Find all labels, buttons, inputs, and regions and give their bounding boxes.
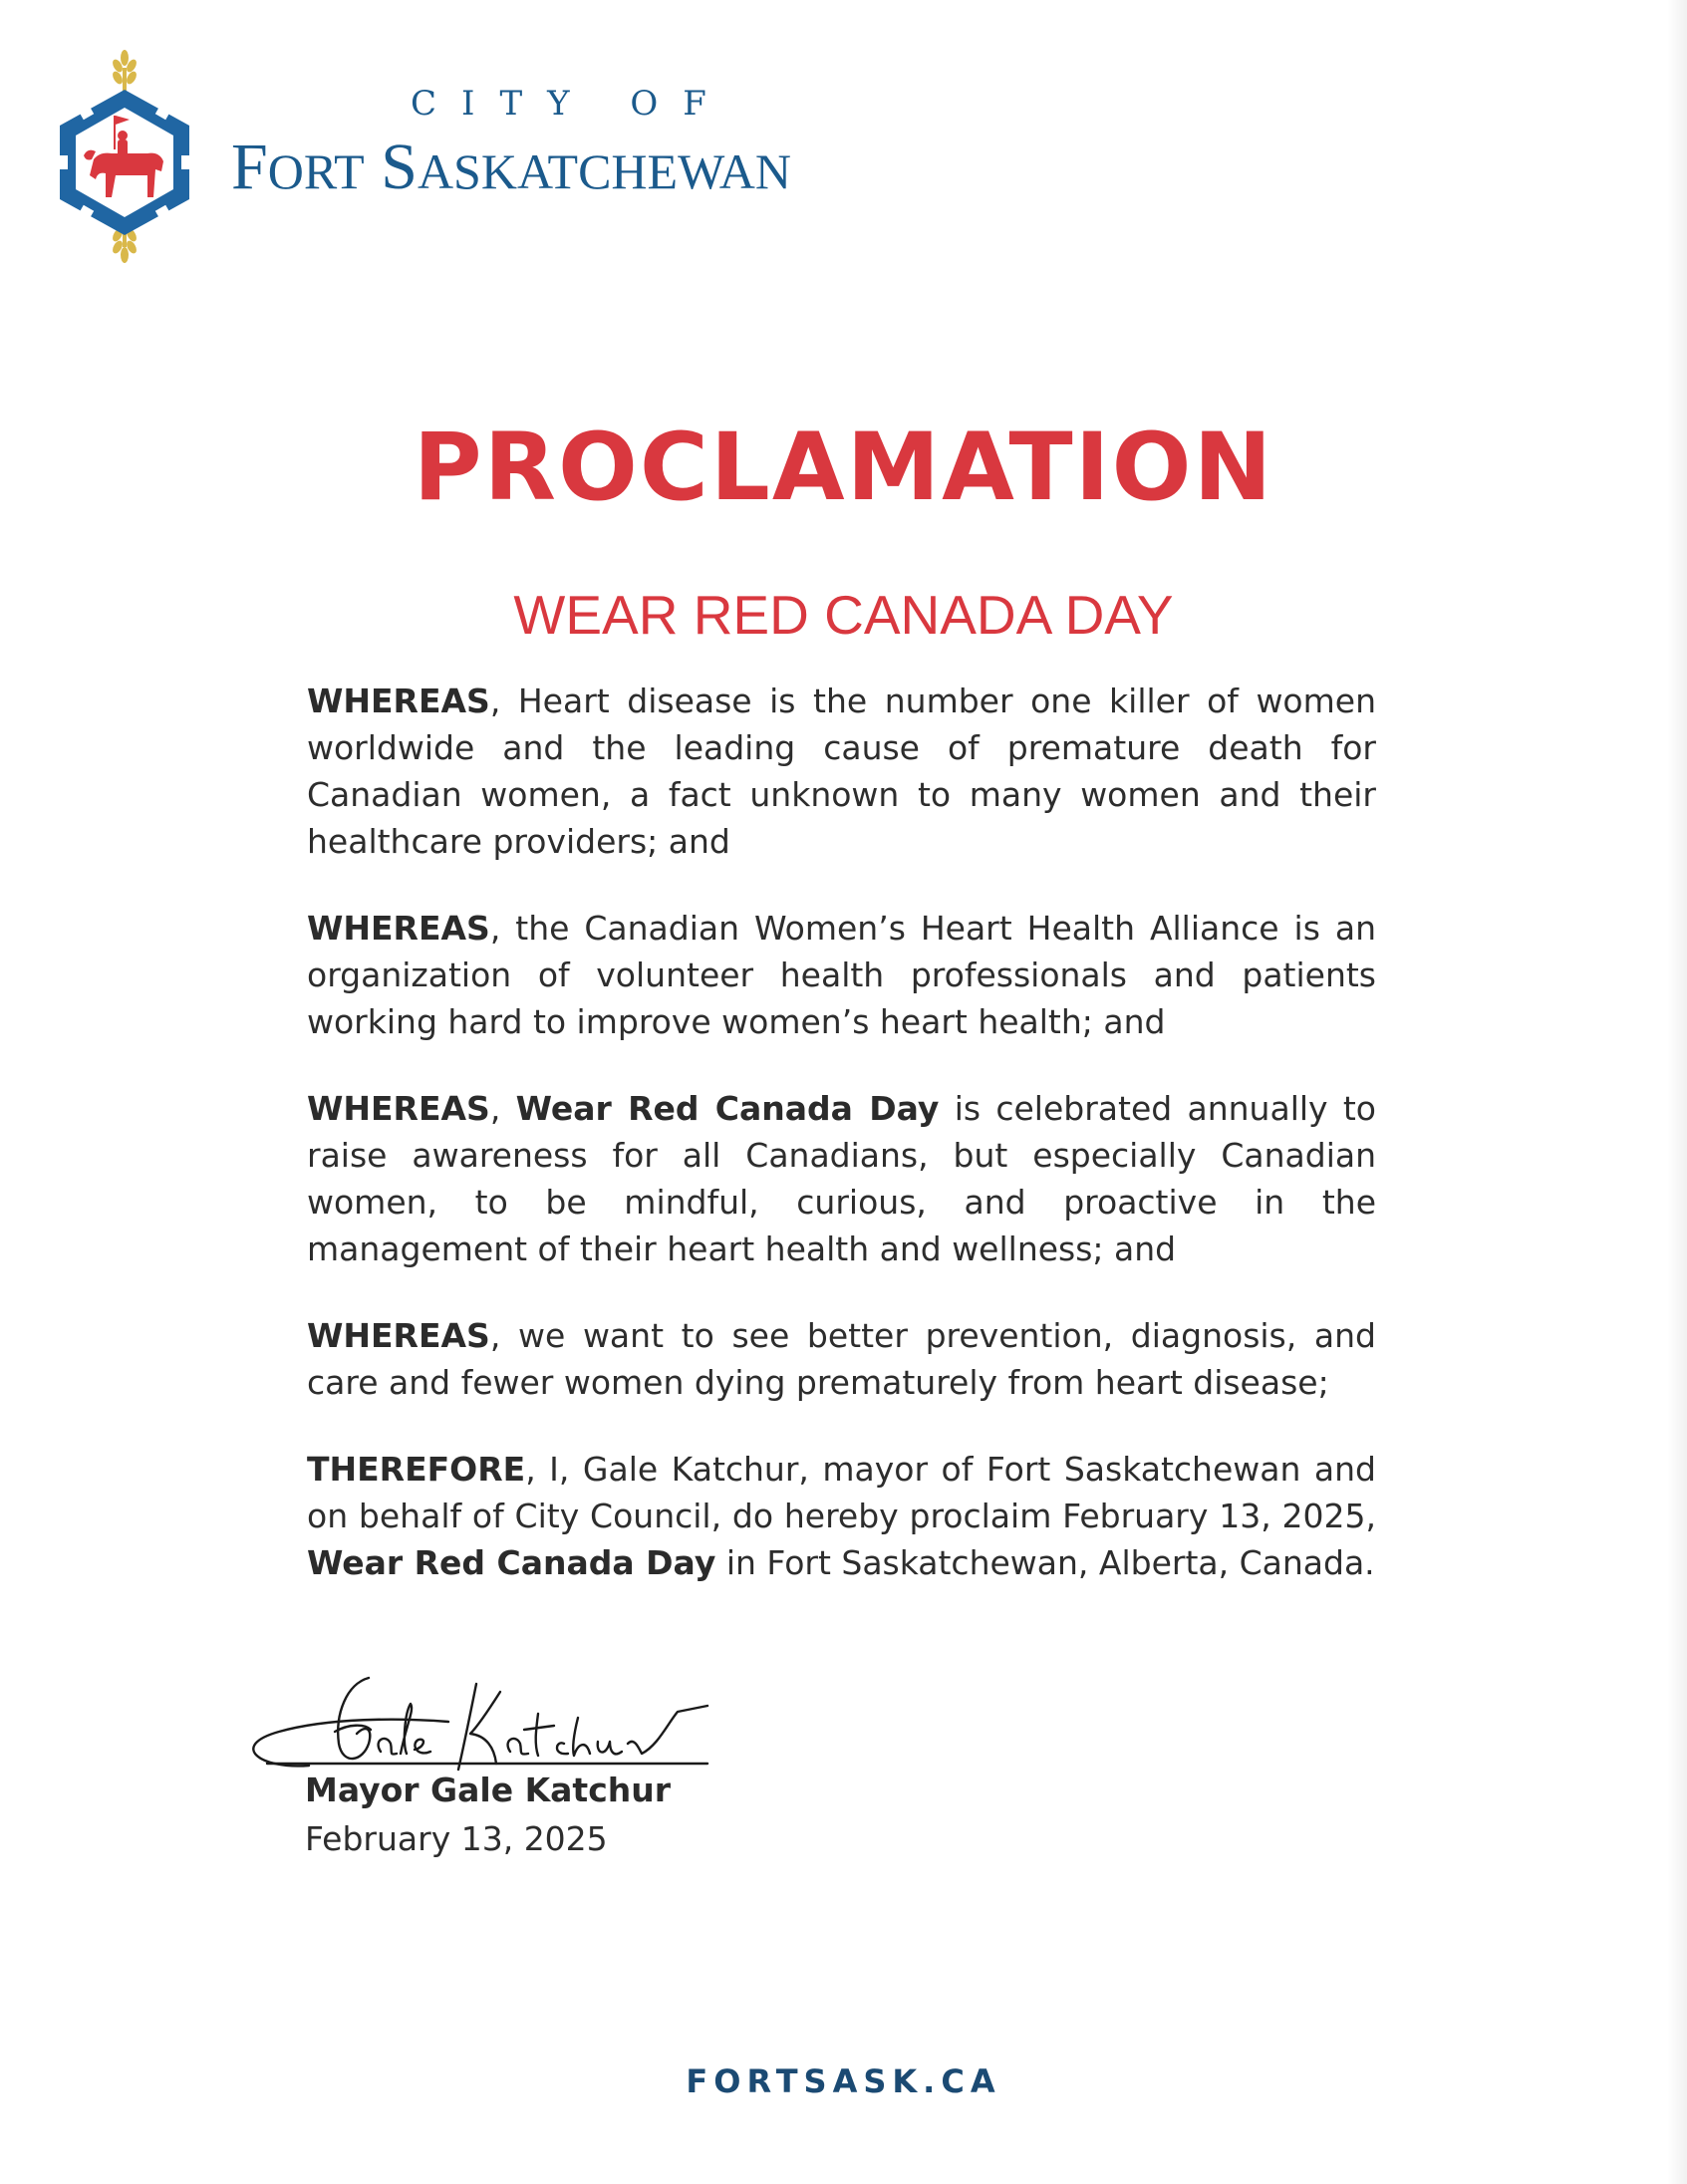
clause-emphasis: Wear Red Canada Day: [515, 1089, 940, 1128]
city-name-initial-2: S: [381, 131, 418, 203]
proclamation-body: [307, 678, 1376, 1626]
clause-1: [307, 678, 1376, 865]
footer-website: FORTSASK.CA: [686, 2062, 1001, 2100]
proclamation-title: PROCLAMATION: [413, 413, 1274, 522]
city-name-initial-1: F: [231, 131, 268, 203]
clause-lead: WHEREAS: [307, 1316, 490, 1355]
signature-date: February 13, 2025: [305, 1819, 608, 1858]
clause-2: [307, 905, 1376, 1045]
city-name-rest-2: ASKATCHEWAN: [417, 143, 791, 199]
clause-text: is celebrated annually to raise awareness for all Canadians, but especially Canadian women, to be mindful, curious, and proactive in the management of their heart health and wellness; and: [307, 1089, 1376, 1268]
clause-4: [307, 1312, 1376, 1406]
city-of-label: CITY OF: [411, 84, 731, 124]
clause-text: ,: [489, 1089, 516, 1128]
proclamation-subtitle: WEAR RED CANADA DAY: [513, 584, 1174, 646]
city-name-rest-1: ORT: [267, 143, 365, 199]
city-name: [231, 130, 791, 205]
clause-lead: WHEREAS: [307, 909, 490, 948]
clause-text: , the Canadian Women’s Heart Health Alliance is an organization of volunteer health professionals and patients working hard to improve women’s heart health; and: [307, 909, 1376, 1041]
clause-lead: WHEREAS: [307, 682, 490, 720]
clause-text: , I, Gale Katchur, mayor of Fort Saskatchewan and on behalf of City Council, do hereby proclaim February 13, 2025,: [307, 1450, 1376, 1535]
clause-text: , Heart disease is the number one killer of women worldwide and the leading cause of premature death for Canadian women, a fact unknown to many women and their healthcare providers; and: [307, 682, 1376, 861]
clause-text: , we want to see better prevention, diagnosis, and care and fewer women dying prematurely from heart disease;: [307, 1316, 1376, 1402]
mayor-name: Mayor Gale Katchur: [305, 1771, 672, 1809]
clause-3: [307, 1085, 1376, 1272]
scan-edge: [1667, 0, 1687, 2184]
clause-emphasis: Wear Red Canada Day: [307, 1543, 716, 1582]
clause-lead: WHEREAS: [307, 1089, 490, 1128]
clause-text: in Fort Saskatchewan, Alberta, Canada.: [715, 1543, 1375, 1582]
city-crest-mountie-icon: [40, 48, 209, 267]
clause-5: [307, 1446, 1376, 1586]
clause-lead: THEREFORE: [307, 1450, 526, 1489]
